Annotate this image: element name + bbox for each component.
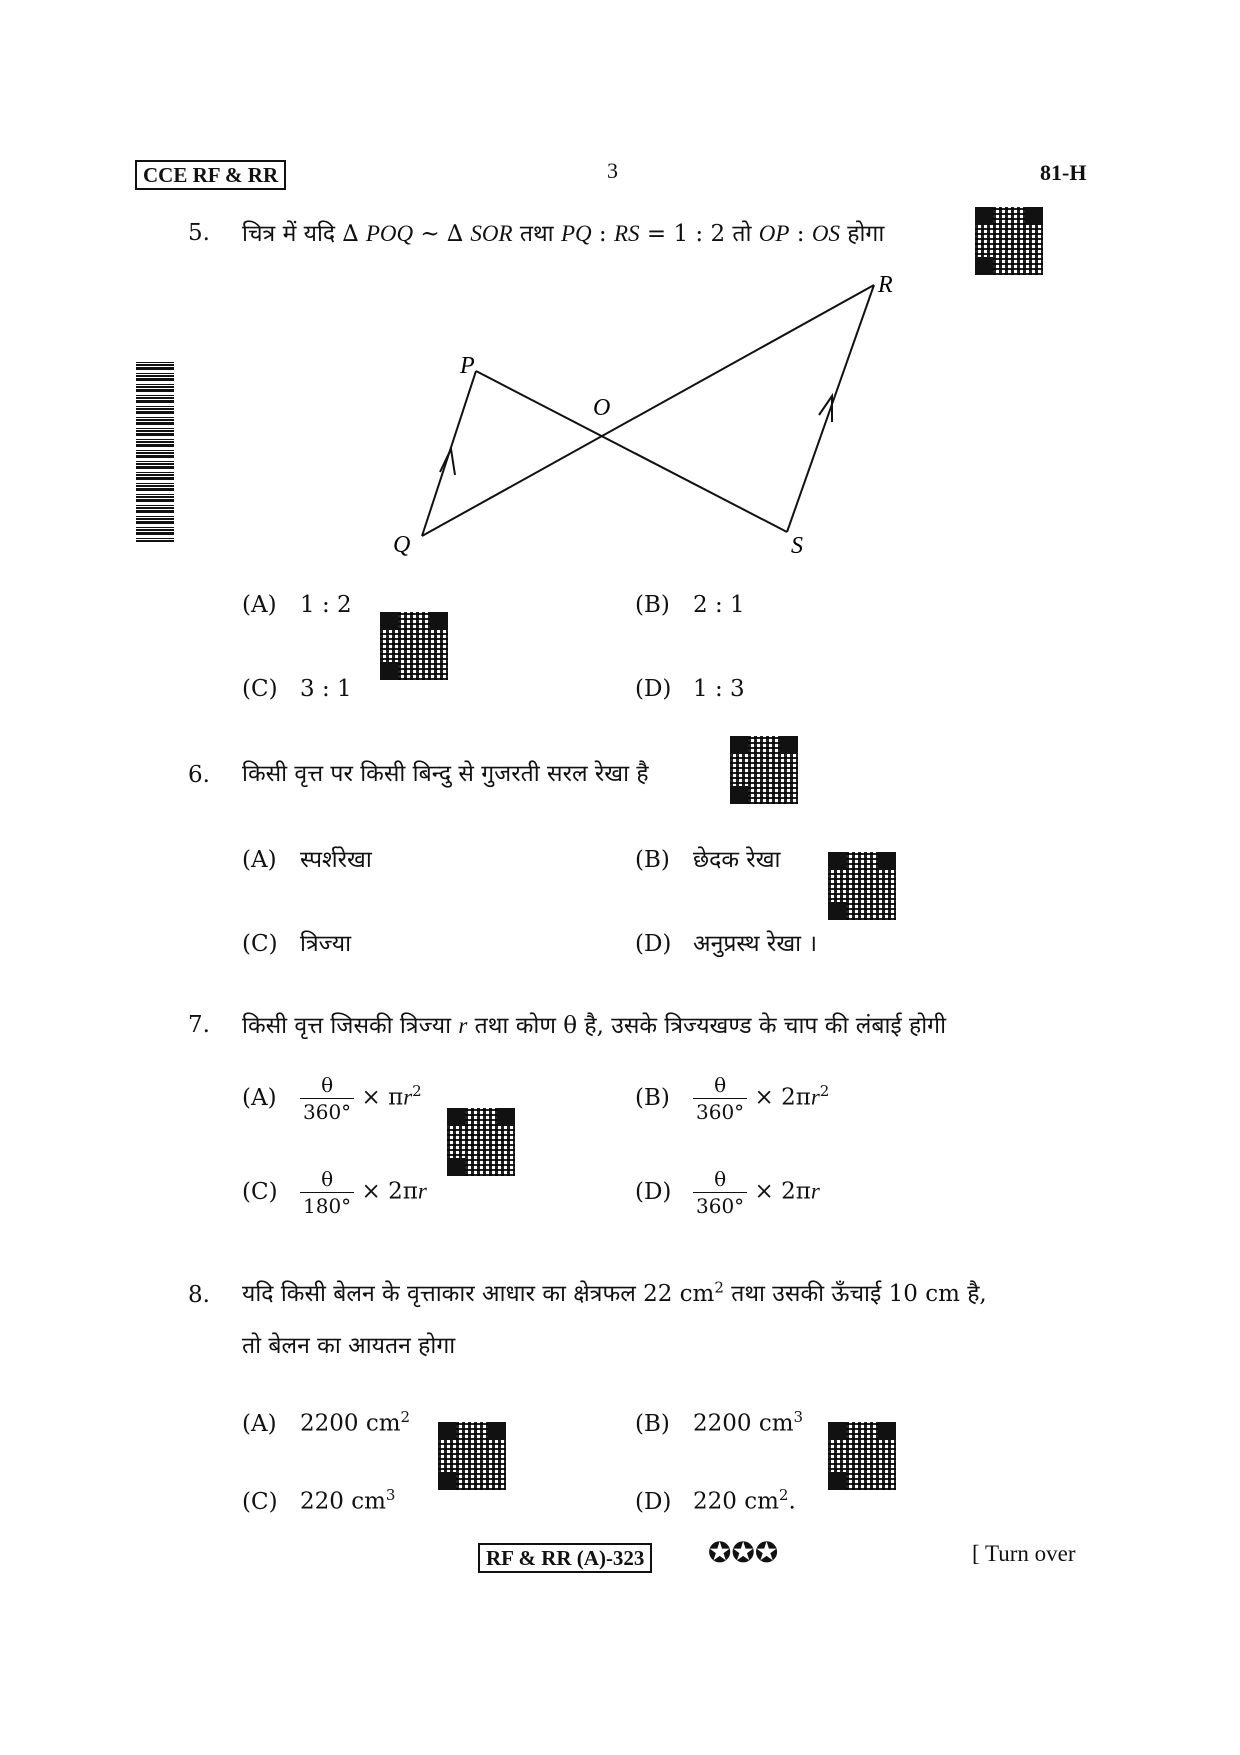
q5-option-d: (D) 1 : 3 <box>635 676 745 702</box>
question-8-number: 8. <box>188 1282 210 1308</box>
label-p: P <box>460 353 475 379</box>
q7-option-b: (B) $\frac{\theta}{360^\circ}$ × $2\pi r^2$ <box>635 1073 830 1124</box>
question-7-number: 7. <box>188 1012 210 1038</box>
qr-code-icon <box>975 207 1043 275</box>
paper-code: 81-H <box>1040 160 1087 185</box>
q6-option-a: (A) स्पर्शरेखा <box>242 847 372 873</box>
question-8-text-line2: तो बेलन का आयतन होगा <box>242 1333 456 1359</box>
q7-option-d: (D) $\frac{\theta}{360^\circ}$ × 2πr <box>635 1167 820 1218</box>
label-r: R <box>878 272 893 298</box>
qr-code-icon <box>438 1422 506 1490</box>
question-8-text-line1: यदि किसी बेलन के वृत्ताकार आधार का क्षेत्रफल 22 $cm^2$ तथा उसकी ऊँचाई 10 cm है, <box>242 1278 987 1307</box>
turn-over-text: [ Turn over <box>972 1541 1076 1566</box>
q8-option-a: (A) 2200 $cm^2$ <box>242 1408 411 1437</box>
page-number: 3 <box>607 158 618 183</box>
q8-option-b: (B) 2200 $cm^3$ <box>635 1408 804 1437</box>
footer-code-box: RF & RR (A)-323 <box>478 1543 652 1573</box>
barcode-icon <box>136 360 174 542</box>
q8-option-c: (C) 220 $cm^3$ <box>242 1486 396 1515</box>
q5-option-b: (B) 2 : 1 <box>635 592 745 618</box>
question-6-number: 6. <box>188 762 210 788</box>
label-o: O <box>593 395 611 421</box>
footer-ornament: ✪✪✪ <box>708 1536 779 1569</box>
triangle-figure <box>380 265 920 565</box>
q6-option-c: (C) त्रिज्या <box>242 931 352 957</box>
qr-code-icon <box>828 1422 896 1490</box>
label-q: Q <box>393 532 411 558</box>
q6-option-b: (B) छेदक रेखा <box>635 847 781 873</box>
header-code-box: CCE RF & RR <box>135 160 286 190</box>
q6-option-d: (D) अनुप्रस्थ रेखा । <box>635 931 818 957</box>
label-s: S <box>791 533 803 559</box>
q7-option-a: (A) $\frac{\theta}{360^\circ}$ × $\pi r^2$ <box>242 1073 422 1124</box>
question-6-text: किसी वृत्त पर किसी बिन्दु से गुजरती सरल रेखा है <box>242 761 649 787</box>
question-7-text: किसी वृत्त जिसकी त्रिज्या r तथा कोण θ है, उसके त्रिज्यखण्ड के चाप की लंबाई होगी <box>242 1013 947 1039</box>
question-5-text: चित्र में यदि ∆ POQ ~ ∆ SOR तथा PQ : RS = 1 : 2 तो OP : OS होगा <box>242 221 885 247</box>
q7-option-c: (C) $\frac{\theta}{180^\circ}$ × 2πr <box>242 1167 427 1218</box>
q8-option-d: (D) 220 $cm^2$. <box>635 1486 796 1515</box>
qr-code-icon <box>447 1108 515 1176</box>
q5-option-c: (C) 3 : 1 <box>242 676 352 702</box>
q5-option-a: (A) 1 : 2 <box>242 592 352 618</box>
question-5-number: 5. <box>188 220 210 246</box>
qr-code-icon <box>828 852 896 920</box>
qr-code-icon <box>730 736 798 804</box>
qr-code-icon <box>380 612 448 680</box>
